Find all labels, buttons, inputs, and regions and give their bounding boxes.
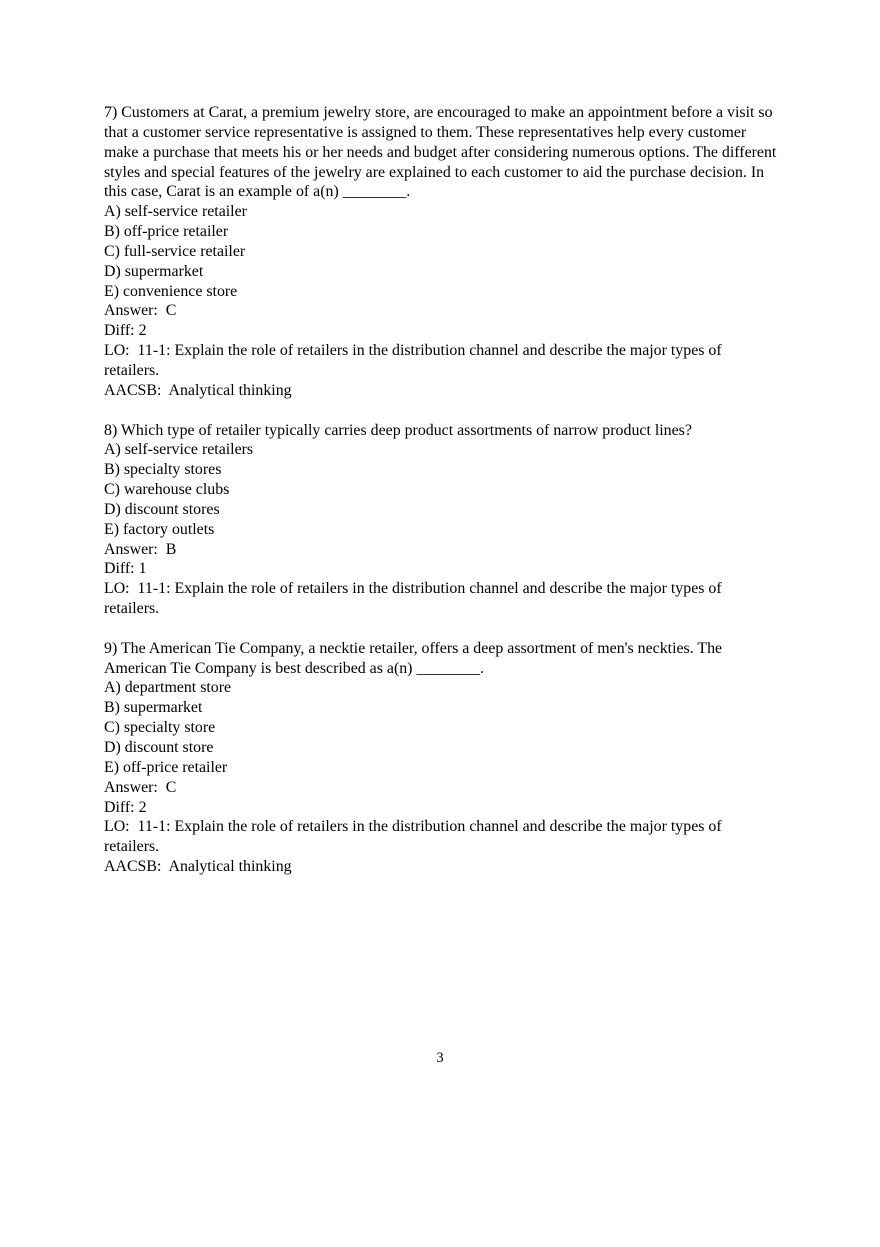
difficulty: Diff: 2 [104,322,147,340]
answer: Answer: B [104,540,177,558]
option-d: D) supermarket [104,262,204,280]
question-list [104,103,780,897]
aacsb: AACSB: Analytical thinking [104,381,292,399]
question-7 [104,103,780,401]
option-b: B) off-price retailer [104,223,229,241]
option-e: E) convenience store [104,282,238,300]
answer: Answer: C [104,778,177,796]
aacsb: AACSB: Analytical thinking [104,858,292,876]
question-stem: 9) The American Tie Company, a necktie retailer, offers a deep assortment of men's neckties. The American Tie Company is best described as a(n) ________. [104,639,726,677]
option-b: B) specialty stores [104,461,222,479]
learning-objective: LO: 11-1: Explain the role of retailers in the distribution channel and describe the major types of retailers. [104,342,726,379]
option-c: C) full-service retailer [104,242,246,260]
question-8 [104,421,780,619]
option-e: E) off-price retailer [104,758,228,776]
option-c: C) specialty store [104,719,216,737]
option-b: B) supermarket [104,699,203,717]
option-a: A) department store [104,679,232,697]
question-stem: 7) Customers at Carat, a premium jewelry store, are encouraged to make an appointment before a visit so that a customer service representative is assigned to them. These representatives help every customer make a purchase that meets his or her needs and budget after considering numerous options. The different styles and special features of the jewelry are explained to each customer to aid the purchase decision. In this case, Carat is an example of a(n) ________. [104,104,781,201]
difficulty: Diff: 2 [104,798,147,816]
answer: Answer: C [104,302,177,320]
learning-objective: LO: 11-1: Explain the role of retailers in the distribution channel and describe the major types of retailers. [104,580,726,618]
question-9 [104,639,780,877]
difficulty: Diff: 1 [104,560,147,578]
option-d: D) discount store [104,739,214,756]
page-number: 3 [436,1050,444,1066]
option-e: E) factory outlets [104,520,215,538]
option-a: A) self-service retailers [104,441,254,459]
option-d: D) discount stores [104,500,220,518]
option-c: C) warehouse clubs [104,481,230,499]
option-a: A) self-service retailer [104,203,247,221]
learning-objective: LO: 11-1: Explain the role of retailers in the distribution channel and describe the major types of retailers. [104,818,726,856]
question-stem: 8) Which type of retailer typically carries deep product assortments of narrow product lines? [104,421,692,439]
